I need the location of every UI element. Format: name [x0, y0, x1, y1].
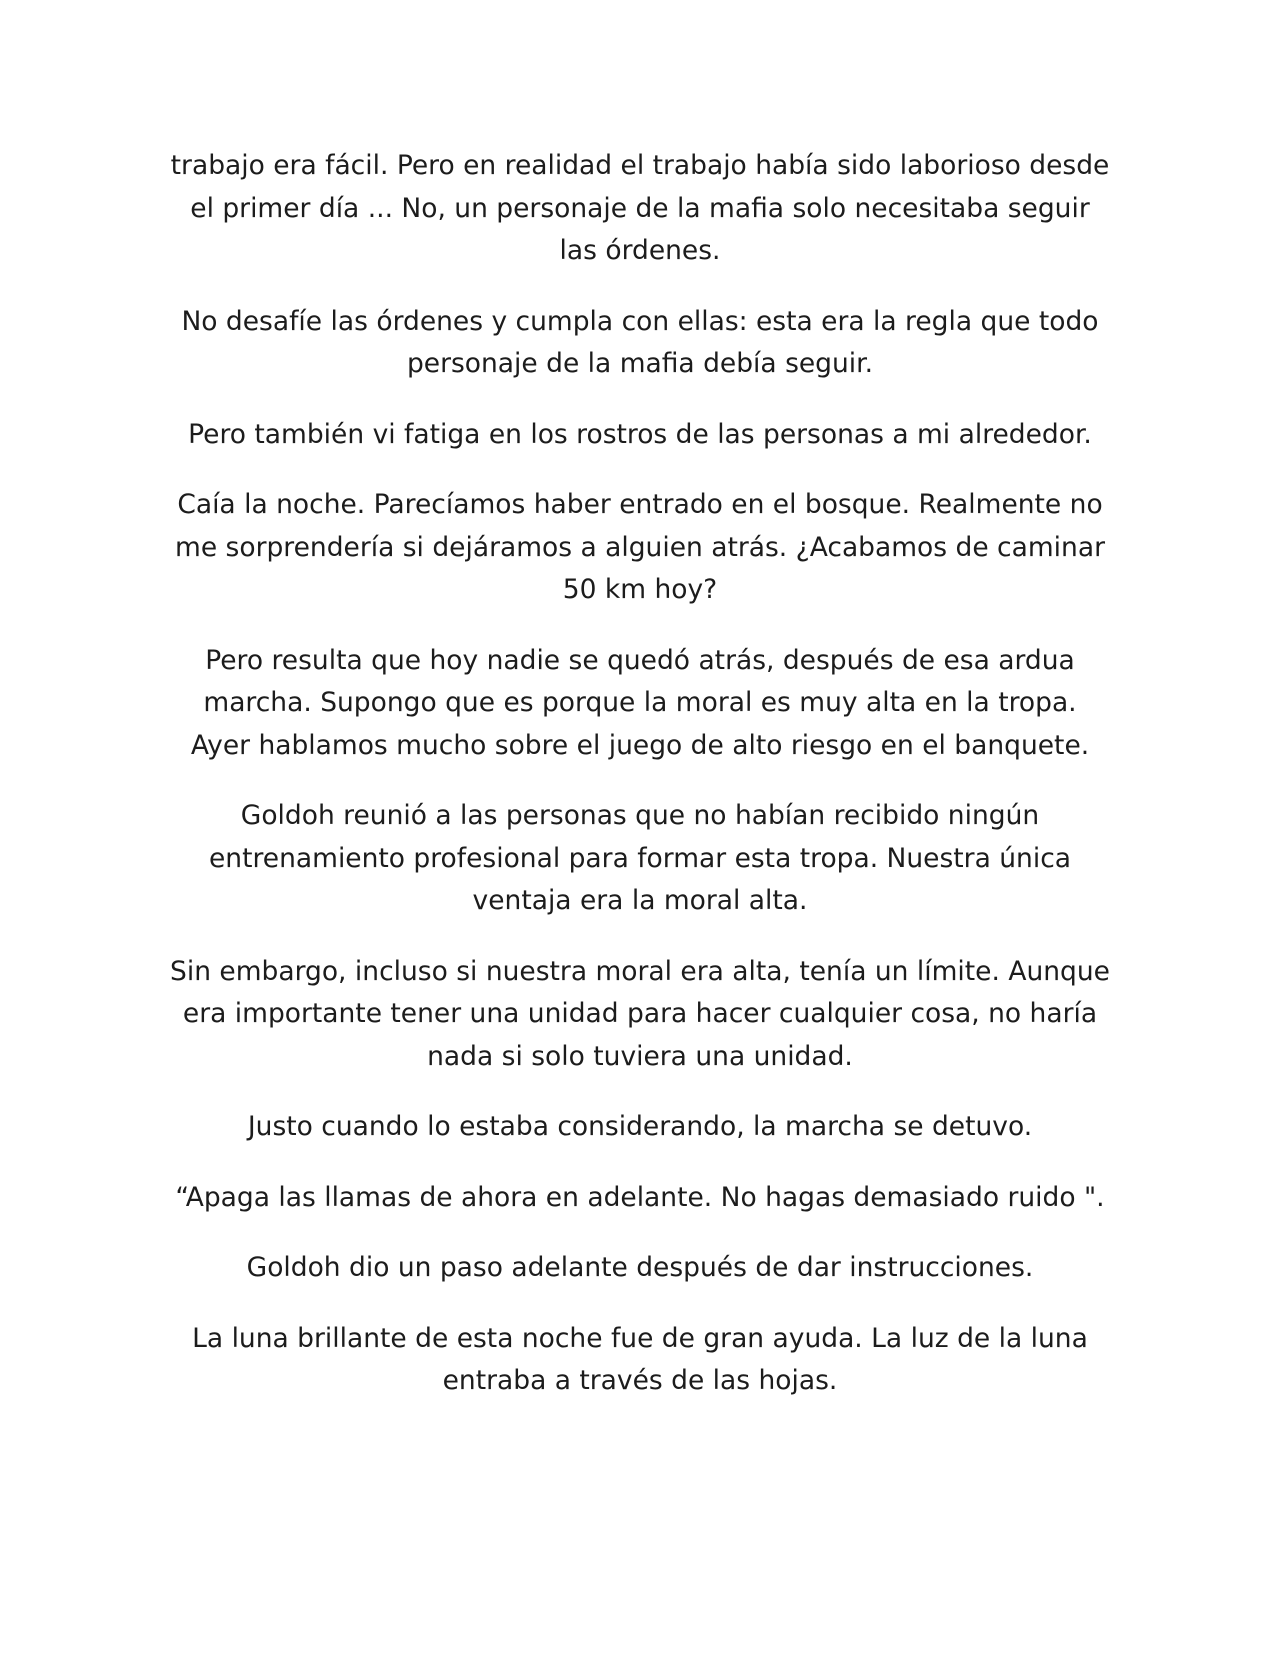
paragraph: Caía la noche. Parecíamos haber entrado en el bosque. Realmente no me sorprendería si dejáramos a alguien atrás. ¿Acabamos de caminar 50 km hoy?	[175, 489, 1105, 605]
document-body	[170, 145, 1110, 1431]
paragraph: Pero también vi fatiga en los rostros de las personas a mi alrededor.	[188, 418, 1092, 450]
paragraph: Goldoh reunió a las personas que no habían recibido ningún entrenamiento profesional para formar esta tropa. Nuestra única ventaja era la moral alta.	[208, 800, 1071, 916]
paragraph: La luna brillante de esta noche fue de gran ayuda. La luz de la luna entraba a través de las hojas.	[192, 1322, 1088, 1396]
paragraph: Goldoh dio un paso adelante después de dar instrucciones.	[246, 1252, 1034, 1283]
paragraph: trabajo era fácil. Pero en realidad el trabajo había sido laborioso desde el primer día ... No, un personaje de la mafia solo necesitaba seguir las órdenes.	[170, 150, 1110, 266]
paragraph: Justo cuando lo estaba considerando, la marcha se detuvo.	[247, 1111, 1033, 1142]
paragraph: No desafíe las órdenes y cumpla con ellas: esta era la regla que todo personaje de la mafia debía seguir.	[181, 305, 1099, 379]
paragraph: “Apaga las llamas de ahora en adelante. No hagas demasiado ruido ".	[175, 1181, 1105, 1213]
paragraph: Sin embargo, incluso si nuestra moral era alta, tenía un límite. Aunque era importante tener una unidad para hacer cualquier cosa, no haría nada si solo tuviera una unidad.	[170, 955, 1110, 1072]
paragraph: Pero resulta que hoy nadie se quedó atrás, después de esa ardua marcha. Supongo que es porque la moral es muy alta en la tropa. Ayer hablamos mucho sobre el juego de alto riesgo en el banquete.	[190, 644, 1090, 761]
